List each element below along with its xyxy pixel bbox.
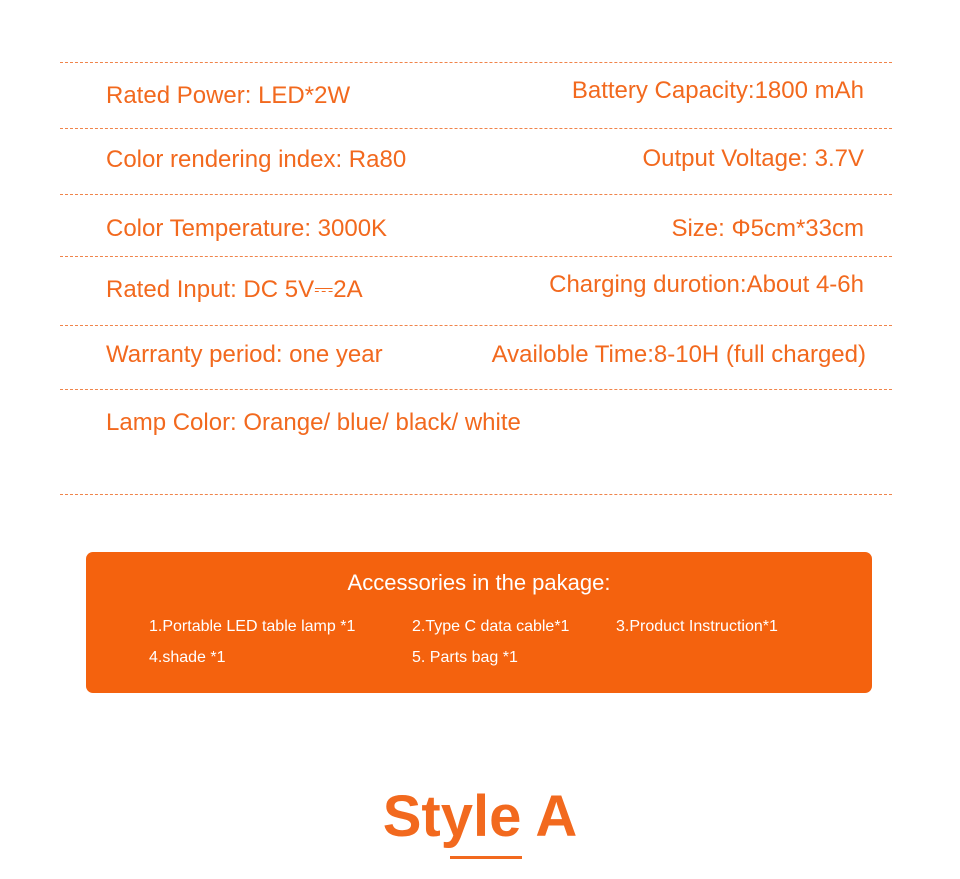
spec-lamp-color: Lamp Color: Orange/ blue/ black/ white [106,409,521,436]
spec-available-time: Availoble Time:8-10H (full charged) [491,341,866,368]
spec-size: Size: Φ5cm*33cm [671,215,864,242]
accessories-title: Accessories in the pakage: [347,570,611,595]
spec-battery-capacity: Battery Capacity:1800 mAh [571,77,864,104]
divider [60,128,892,129]
accessory-item: 3.Product Instruction*1 [616,618,778,635]
accessory-item: 4.shade *1 [149,649,226,666]
accessory-item: 2.Type C data cable*1 [412,618,570,635]
accessories-box [86,552,872,693]
divider [60,194,892,195]
spec-rated-power: Rated Power: LED*2W [106,82,351,109]
accessory-item: 5. Parts bag *1 [412,649,518,666]
spec-color-temperature: Color Temperature: 3000K [106,215,388,242]
divider [60,389,892,390]
spec-warranty: Warranty period: one year [106,341,383,368]
divider [60,325,892,326]
spec-charging-duration: Charging durotion:About 4-6h [549,271,864,298]
spec-color-rendering: Color rendering index: Ra80 [106,146,407,173]
style-heading: Style A [382,784,578,849]
spec-output-voltage: Output Voltage: 3.7V [642,145,864,172]
divider [60,256,892,257]
spec-rated-input: Rated Input: DC 5V⎓2A [106,276,363,303]
accessory-item: 1.Portable LED table lamp *1 [149,618,356,635]
divider [60,494,892,495]
style-heading-underline [450,856,522,859]
divider [60,62,892,63]
